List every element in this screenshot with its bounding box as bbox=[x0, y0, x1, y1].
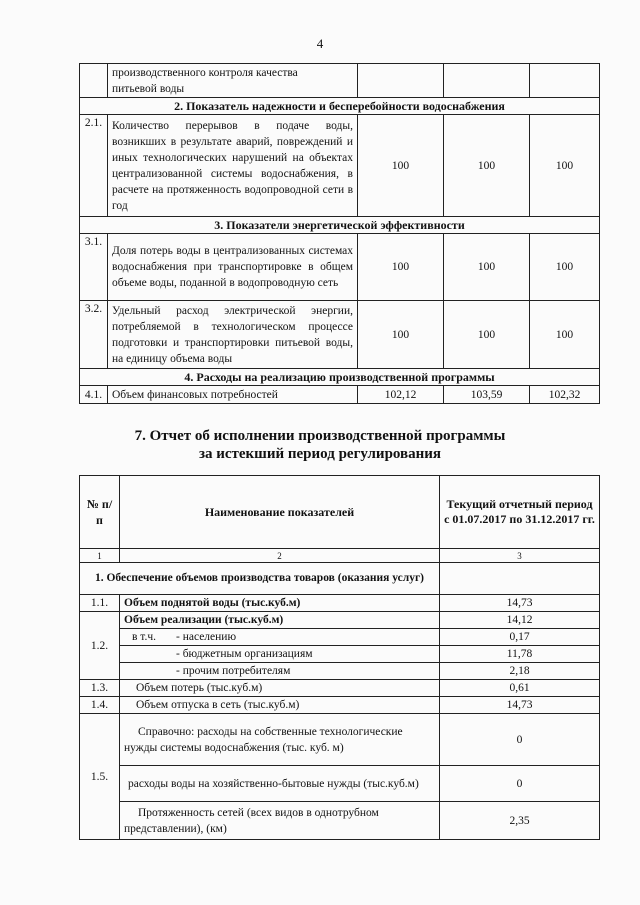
value-cell: 100 bbox=[530, 301, 600, 369]
value-cell: 11,78 bbox=[440, 646, 600, 663]
table-row bbox=[80, 115, 600, 217]
value-cell: 103,59 bbox=[444, 386, 530, 404]
page-number: 4 bbox=[316, 36, 324, 51]
indicator-name: Удельный расход электрической энергии, потребляемой в технологическом процессе подготовки и транспортировки питьевой воды, на единицу объема воды bbox=[108, 301, 358, 369]
indicator-name: Количество перерывов в подаче воды, возникших в результате аварий, повреждений и иных технологических нарушений на объектах централизованной системы водоснабжения, в расчете на протяженность водопроводной сети в год bbox=[108, 115, 358, 217]
report-table bbox=[79, 475, 600, 840]
row-number: 2.1. bbox=[80, 115, 108, 217]
report-title: 7. Отчет об исполнении производственной программы за истекший период регулирования bbox=[134, 428, 506, 462]
value-cell: 102,12 bbox=[358, 386, 444, 404]
value-cell: 0 bbox=[440, 714, 600, 766]
row-number: 1.2. bbox=[80, 612, 120, 680]
row-number: 1.4. bbox=[80, 697, 120, 714]
section-4-title: 4. Расходы на реализацию производственной программы bbox=[80, 369, 600, 386]
value-cell: 100 bbox=[358, 234, 444, 301]
col-number: 3 bbox=[440, 549, 600, 563]
value-cell: 0,61 bbox=[440, 680, 600, 697]
row-number: 1.3. bbox=[80, 680, 120, 697]
col-number: 2 bbox=[120, 549, 440, 563]
header-period: Текущий отчетный период с 01.07.2017 по 31.12.2017 гг. bbox=[440, 476, 600, 549]
header-name: Наименование показателей bbox=[120, 476, 440, 549]
value-cell: 100 bbox=[444, 115, 530, 217]
col-number: 1 bbox=[80, 549, 120, 563]
value-cell: 100 bbox=[444, 234, 530, 301]
table-row bbox=[80, 646, 600, 663]
row-number: 3.2. bbox=[80, 301, 108, 369]
value-cell: 2,35 bbox=[440, 802, 600, 840]
indicator-name: Объем реализации (тыс.куб.м) bbox=[120, 612, 440, 629]
row-number: 4.1. bbox=[80, 386, 108, 404]
table-row bbox=[80, 612, 600, 629]
table-row bbox=[80, 663, 600, 680]
value-cell: 100 bbox=[530, 115, 600, 217]
table-row bbox=[80, 386, 600, 404]
value-cell: 14,12 bbox=[440, 612, 600, 629]
sub-indicator: - бюджетным организациям bbox=[120, 646, 440, 663]
indicators-table bbox=[79, 63, 600, 404]
value-cell: 0,17 bbox=[440, 629, 600, 646]
table-row bbox=[80, 301, 600, 369]
table-row bbox=[80, 714, 600, 766]
row-number: 3.1. bbox=[80, 234, 108, 301]
value-cell: 14,73 bbox=[440, 697, 600, 714]
table-row bbox=[80, 64, 600, 98]
header-num: № п/п bbox=[80, 476, 120, 549]
value-cell: 100 bbox=[358, 115, 444, 217]
value-cell: 100 bbox=[358, 301, 444, 369]
value-cell: 14,73 bbox=[440, 595, 600, 612]
indicator-name: Объем потерь (тыс.куб.м) bbox=[120, 680, 440, 697]
sub-indicator: - прочим потребителям bbox=[120, 663, 440, 680]
row-number: 1.1. bbox=[80, 595, 120, 612]
section-2-title: 2. Показатель надежности и бесперебойности водоснабжения bbox=[80, 98, 600, 115]
indicator-name: Справочно: расходы на собственные технологические нужды системы водоснабжения (тыс. куб. м) bbox=[120, 714, 440, 766]
indicator-name: Объем отпуска в сеть (тыс.куб.м) bbox=[120, 697, 440, 714]
table-row bbox=[80, 802, 600, 840]
indicator-name: Доля потерь воды в централизованных системах водоснабжения при транспортировке в общем объеме воды, поданной в водопроводную сеть bbox=[108, 234, 358, 301]
continued-indicator-name: производственного контроля качества питьевой воды bbox=[108, 64, 358, 98]
table-row bbox=[80, 234, 600, 301]
indicator-name: Объем поднятой воды (тыс.куб.м) bbox=[120, 595, 440, 612]
sub-indicator: в т.ч. - населению bbox=[120, 629, 440, 646]
value-cell: 2,18 bbox=[440, 663, 600, 680]
indicator-name: расходы воды на хозяйственно-бытовые нужды (тыс.куб.м) bbox=[120, 766, 440, 802]
table-row bbox=[80, 629, 600, 646]
table-row bbox=[80, 680, 600, 697]
section-3-title: 3. Показатели энергетической эффективности bbox=[80, 217, 600, 234]
row-number: 1.5. bbox=[80, 714, 120, 840]
value-cell: 0 bbox=[440, 766, 600, 802]
indicator-name: Объем финансовых потребностей bbox=[108, 386, 358, 404]
table-row bbox=[80, 595, 600, 612]
table-row bbox=[80, 766, 600, 802]
table-row bbox=[80, 697, 600, 714]
indicator-name: Протяженность сетей (всех видов в однотрубном представлении), (км) bbox=[120, 802, 440, 840]
value-cell: 100 bbox=[444, 301, 530, 369]
value-cell: 102,32 bbox=[530, 386, 600, 404]
section-1-title: 1. Обеспечение объемов производства товаров (оказания услуг) bbox=[80, 563, 440, 595]
value-cell: 100 bbox=[530, 234, 600, 301]
